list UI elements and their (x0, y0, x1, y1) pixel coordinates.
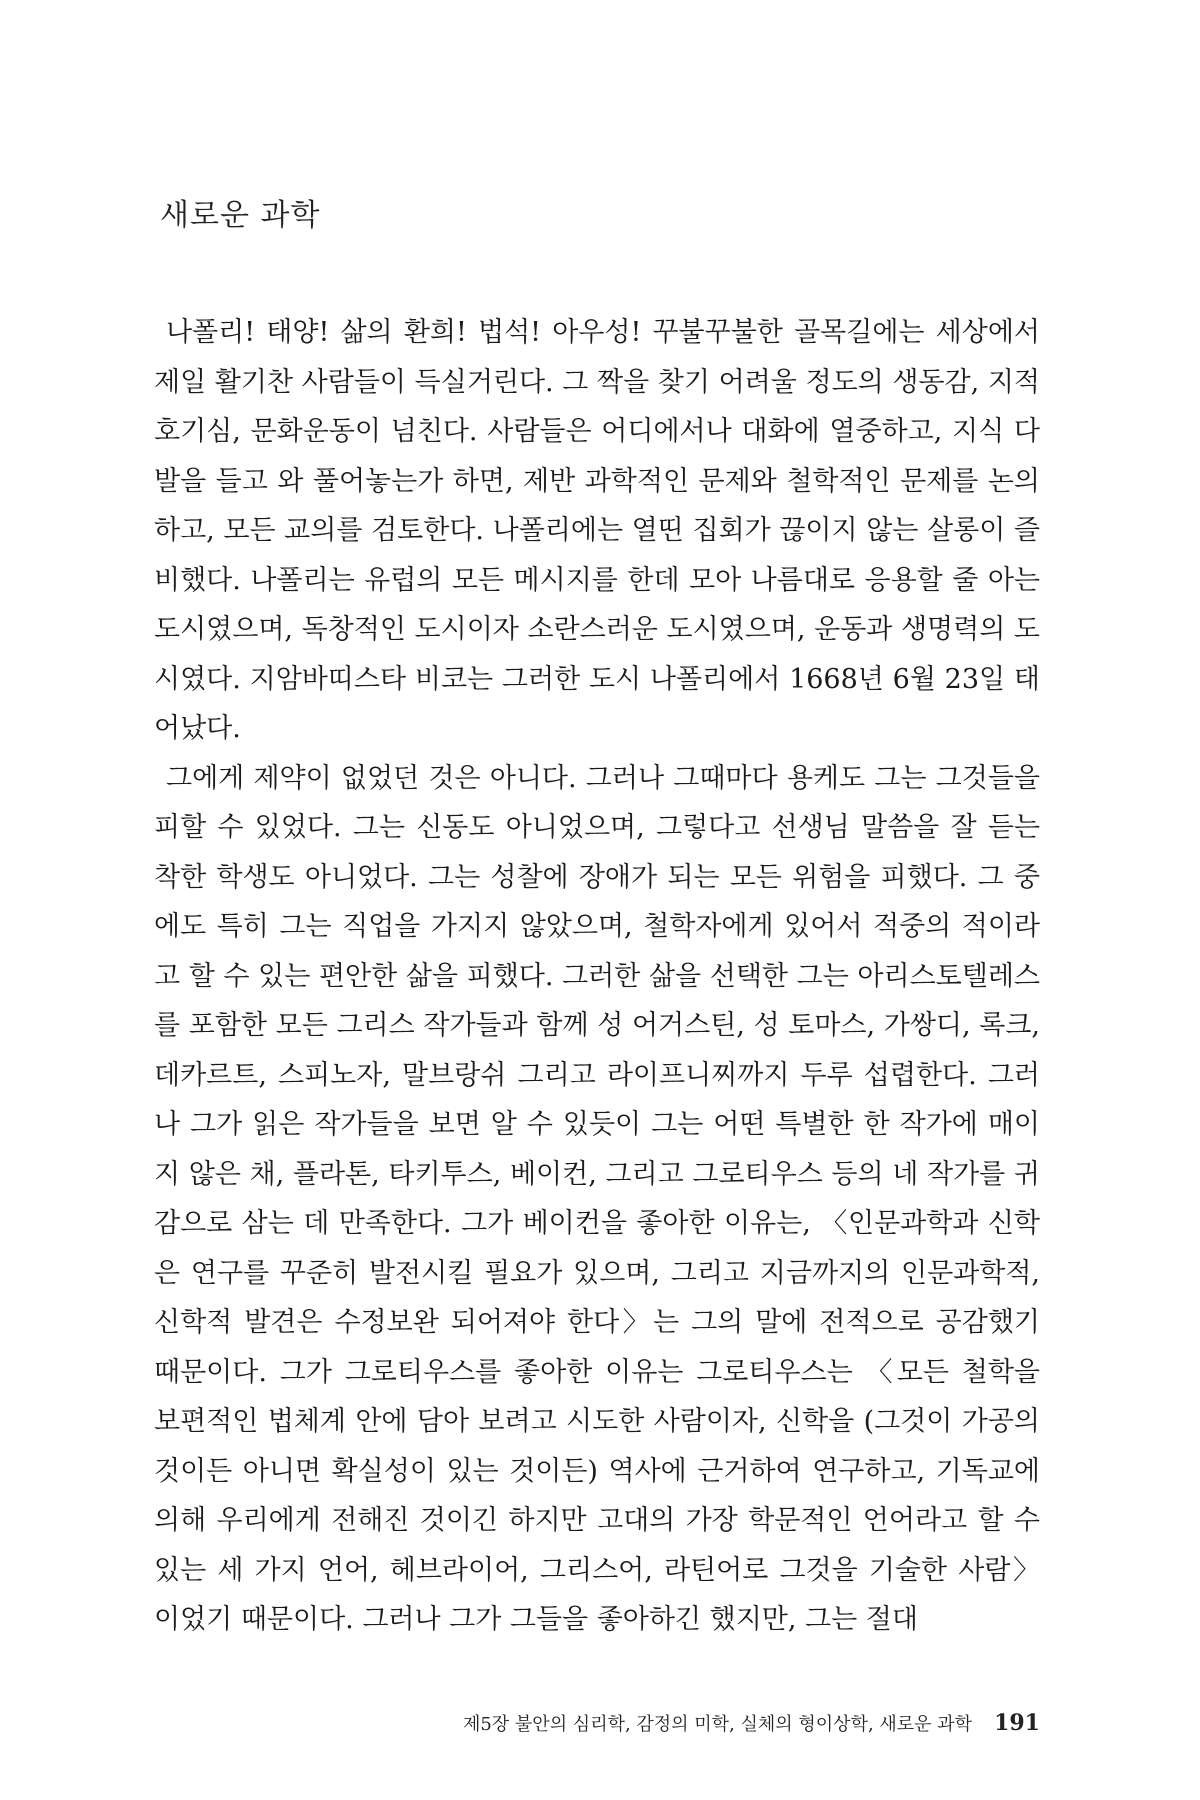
page-footer (340, 1710, 1040, 1736)
paragraph-1: 나폴리! 태양! 삶의 환희! 법석! 아우성! 꾸불꾸불한 골목길에는 세상에서 제일 활기찬 사람들이 득실거린다. 그 짝을 찾기 어려울 정도의 생동감, 지적 호기심, 문화운동이 넘친다. 사람들은 어디에서나 대화에 열중하고, 지식 다발을 들고 와 풀어놓는가 하면, 제반 과학적인 문제와 철학적인 문제를 논의하고, 모든 교의를 검토한다. 나폴리에는 열띤 집회가 끊이지 않는 살롱이 즐비했다. 나폴리는 유럽의 모든 메시지를 한데 모아 나름대로 응용할 줄 아는 도시였으며, 독창적인 도시이자 소란스러운 도시였으며, 운동과 생명력의 도시였다. 지암바띠스타 비코는 그러한 도시 나폴리에서 1668년 6월 23일 태어났다. (154, 317, 1040, 744)
paragraph-2: 그에게 제약이 없었던 것은 아니다. 그러나 그때마다 용케도 그는 그것들을 피할 수 있었다. 그는 신동도 아니었으며, 그렇다고 선생님 말씀을 잘 듣는 착한 학생도 아니었다. 그는 성찰에 장애가 되는 모든 위험을 피했다. 그 중에도 특히 그는 직업을 가지지 않았으며, 철학자에게 있어서 적중의 적이라고 할 수 있는 편안한 삶을 피했다. 그러한 삶을 선택한 그는 아리스토텔레스를 포함한 모든 그리스 작가들과 함께 성 어거스틴, 성 토마스, 가쌍디, 록크, 데카르트, 스피노자, 말브랑쉬 그리고 라이프니찌까지 두루 섭렵한다. 그러나 그가 읽은 작가들을 보면 알 수 있듯이 그는 어떤 특별한 한 작가에 매이지 않은 채, 플라톤, 타키투스, 베이컨, 그리고 그로티우스 등의 네 작가를 귀감으로 삼는 데 만족한다. 그가 베이컨을 좋아한 이유는, 〈인문과학과 신학은 연구를 꾸준히 발전시킬 필요가 있으며, 그리고 지금까지의 인문과학적, 신학적 발견은 수정보완 되어져야 한다〉는 그의 말에 전적으로 공감했기 때문이다. 그가 그로티우스를 좋아한 이유는 그로티우스는 〈모든 철학을 보편적인 법체계 안에 담아 보려고 시도한 사람이자, 신학을 (그것이 가공의 것이든 아니면 확실성이 있는 것이든) 역사에 근거하여 연구하고, 기독교에 의해 우리에게 전해진 것이긴 하지만 고대의 가장 학문적인 언어라고 할 수 있는 세 가지 언어, 헤브라이어, 그리스어, 라틴어로 그것을 기술한 사람〉이었기 때문이다. 그러나 그가 그들을 좋아하긴 했지만, 그는 절대 (154, 762, 1040, 1635)
running-title: 제5장 불안의 심리학, 감정의 미학, 실체의 형이상학, 새로운 과학 (462, 1714, 973, 1735)
body-text (154, 308, 1040, 1645)
chapter-title: 새로운 과학 (160, 198, 321, 233)
page-number: 191 (994, 1710, 1040, 1736)
